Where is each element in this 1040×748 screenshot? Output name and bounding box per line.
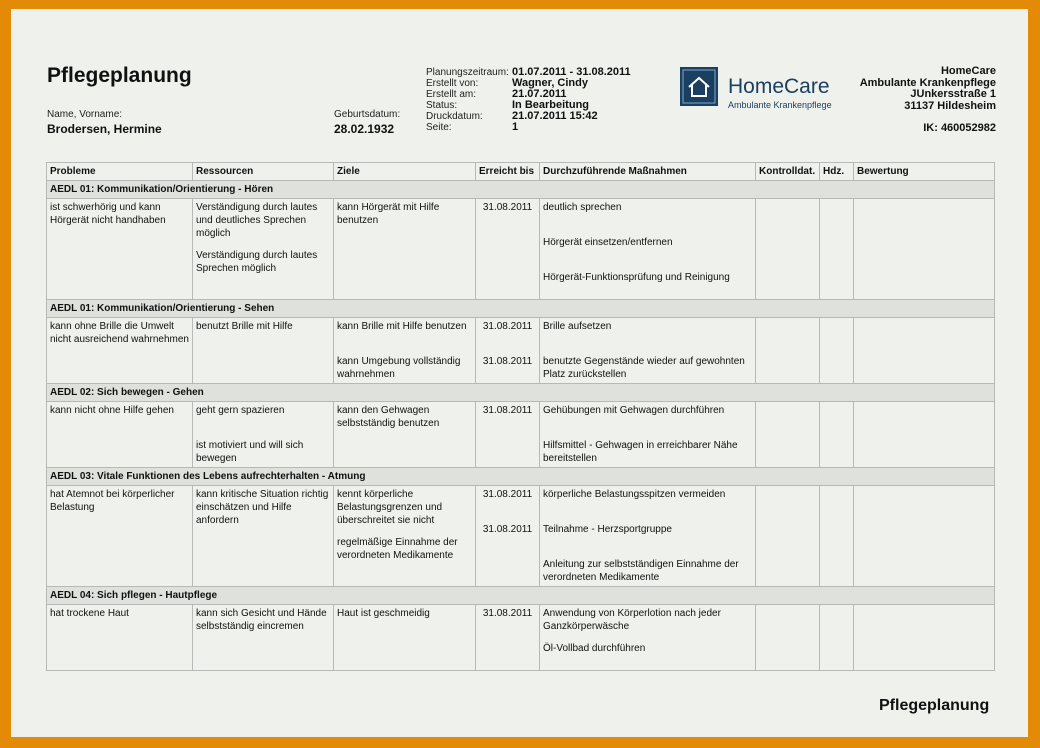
cell-entry: kennt körperliche Belastungsgrenzen und überschreitet sie nicht bbox=[337, 489, 443, 526]
cell-entry: Anwendung von Körperlotion nach jeder Ganzkörperwäsche bbox=[543, 608, 721, 632]
goals-cell bbox=[334, 486, 476, 587]
dob-label: Geburtsdatum: bbox=[334, 109, 401, 120]
date-cell bbox=[476, 318, 540, 384]
resources-cell bbox=[193, 486, 334, 587]
meta-key: Druckdatum: bbox=[426, 111, 483, 122]
house-icon bbox=[680, 67, 718, 106]
cell-entry: 31.08.2011 bbox=[482, 202, 533, 213]
page-title: Pflegeplanung bbox=[47, 64, 192, 87]
resources-cell bbox=[193, 605, 334, 671]
evaluation-cell bbox=[854, 318, 995, 384]
table-row bbox=[47, 199, 995, 300]
evaluation-cell bbox=[854, 199, 995, 300]
meta-key: Erstellt von: bbox=[426, 78, 479, 89]
date-cell bbox=[476, 402, 540, 468]
meta-value: Wagner, Cindy bbox=[512, 77, 588, 89]
column-header: Bewertung bbox=[854, 163, 995, 181]
measures-cell bbox=[540, 199, 756, 300]
patient-dob: 28.02.1932 bbox=[334, 122, 395, 136]
control-date-cell bbox=[756, 318, 820, 384]
cell-entry: kann nicht ohne Hilfe gehen bbox=[50, 405, 174, 416]
column-header: Probleme bbox=[47, 163, 193, 181]
cell-entry: regelmäßige Einnahme der verordneten Medikamente bbox=[337, 537, 458, 561]
cell-entry: kann Brille mit Hilfe benutzen bbox=[337, 321, 467, 332]
signature-cell bbox=[820, 199, 854, 300]
column-header: Kontrolldat. bbox=[756, 163, 820, 181]
cell-entry: Gehübungen mit Gehwagen durchführen bbox=[543, 405, 725, 416]
logo-subtitle: Ambulante Krankenpflege bbox=[728, 100, 832, 110]
ik-number: IK: 460052982 bbox=[923, 122, 996, 134]
measures-cell bbox=[540, 605, 756, 671]
cell-entry: Hilfsmittel - Gehwagen in erreichbarer Nähe bereitstellen bbox=[543, 440, 738, 464]
cell-entry: hat Atemnot bei körperlicher Belastung bbox=[50, 489, 175, 513]
cell-entry: kann den Gehwagen selbstständig benutzen bbox=[337, 405, 440, 429]
cell-entry: Brille aufsetzen bbox=[543, 321, 612, 332]
goals-cell bbox=[334, 318, 476, 384]
cell-entry: Haut ist geschmeidig bbox=[337, 608, 430, 619]
date-cell bbox=[476, 199, 540, 300]
footer-title: Pflegeplanung bbox=[879, 697, 990, 714]
signature-cell bbox=[820, 318, 854, 384]
cell-entry: Hörgerät einsetzen/entfernen bbox=[543, 237, 673, 248]
evaluation-cell bbox=[854, 486, 995, 587]
column-header: Erreicht bis bbox=[476, 163, 540, 181]
patient-name: Brodersen, Hermine bbox=[47, 122, 162, 136]
cell-entry: kann Umgebung vollständig wahrnehmen bbox=[337, 356, 461, 380]
problem-cell bbox=[47, 318, 193, 384]
address-line: HomeCare bbox=[940, 65, 996, 77]
table-row bbox=[47, 486, 995, 587]
cell-entry: 31.08.2011 bbox=[482, 356, 533, 367]
problem-cell bbox=[47, 402, 193, 468]
address-line: JUnkersstraße 1 bbox=[910, 88, 996, 100]
meta-key: Erstellt am: bbox=[426, 89, 477, 100]
table-row bbox=[47, 605, 995, 671]
cell-entry: ist schwerhörig und kann Hörgerät nicht handhaben bbox=[50, 202, 166, 226]
cell-entry: 31.08.2011 bbox=[482, 489, 533, 500]
measures-cell bbox=[540, 486, 756, 587]
resources-cell bbox=[193, 199, 334, 300]
problem-cell bbox=[47, 486, 193, 587]
cell-entry: Verständigung durch lautes und deutliches Sprechen möglich bbox=[196, 202, 318, 239]
meta-row bbox=[426, 122, 631, 133]
cell-entry: körperliche Belastungsspitzen vermeiden bbox=[543, 489, 726, 500]
signature-cell bbox=[820, 605, 854, 671]
column-header: Hdz. bbox=[820, 163, 854, 181]
column-header: Durchzuführende Maßnahmen bbox=[540, 163, 756, 181]
cell-entry: deutlich sprechen bbox=[543, 202, 622, 213]
goals-cell bbox=[334, 402, 476, 468]
resources-cell bbox=[193, 402, 334, 468]
cell-entry: kann Hörgerät mit Hilfe benutzen bbox=[337, 202, 440, 226]
address-line: Ambulante Krankenpflege bbox=[859, 76, 996, 89]
meta-value: 21.07.2011 bbox=[512, 88, 567, 100]
care-plan-table bbox=[46, 162, 995, 671]
meta-row bbox=[426, 111, 631, 122]
cell-entry: kann ohne Brille die Umwelt nicht ausreichend wahrnehmen bbox=[50, 321, 189, 345]
problem-cell bbox=[47, 199, 193, 300]
control-date-cell bbox=[756, 199, 820, 300]
cell-entry: geht gern spazieren bbox=[196, 405, 285, 416]
section-title: AEDL 02: Sich bewegen - Gehen bbox=[47, 384, 995, 402]
cell-entry: Öl-Vollbad durchführen bbox=[543, 643, 646, 654]
goals-cell bbox=[334, 605, 476, 671]
date-cell bbox=[476, 486, 540, 587]
section-header-row bbox=[47, 181, 995, 199]
control-date-cell bbox=[756, 605, 820, 671]
measures-cell bbox=[540, 318, 756, 384]
section-title: AEDL 04: Sich pflegen - Hautpflege bbox=[47, 587, 995, 605]
cell-entry: hat trockene Haut bbox=[50, 608, 129, 619]
table-row bbox=[47, 318, 995, 384]
evaluation-cell bbox=[854, 605, 995, 671]
signature-cell bbox=[820, 402, 854, 468]
section-title: AEDL 01: Kommunikation/Orientierung - Hören bbox=[47, 181, 995, 199]
problem-cell bbox=[47, 605, 193, 671]
section-title: AEDL 03: Vitale Funktionen des Lebens aufrechterhalten - Atmung bbox=[47, 468, 995, 486]
evaluation-cell bbox=[854, 402, 995, 468]
cell-entry: 31.08.2011 bbox=[482, 608, 533, 619]
cell-entry: benutzt Brille mit Hilfe bbox=[196, 321, 293, 332]
section-header-row bbox=[47, 384, 995, 402]
name-label: Name, Vorname: bbox=[47, 109, 123, 120]
date-cell bbox=[476, 605, 540, 671]
meta-value: 1 bbox=[512, 121, 519, 133]
cell-entry: ist motiviert und will sich bewegen bbox=[196, 440, 304, 464]
cell-entry: kann sich Gesicht und Hände selbstständig eincremen bbox=[196, 608, 327, 632]
planning-meta bbox=[426, 67, 631, 133]
resources-cell bbox=[193, 318, 334, 384]
cell-entry: Anleitung zur selbstständigen Einnahme der verordneten Medikamente bbox=[543, 559, 739, 583]
company-address bbox=[860, 66, 996, 112]
cell-entry: Hörgerät-Funktionsprüfung und Reinigung bbox=[543, 272, 730, 283]
section-title: AEDL 01: Kommunikation/Orientierung - Sehen bbox=[47, 300, 995, 318]
meta-key: Status: bbox=[426, 100, 458, 111]
cell-entry: 31.08.2011 bbox=[482, 321, 533, 332]
column-header: Ziele bbox=[334, 163, 476, 181]
control-date-cell bbox=[756, 486, 820, 587]
measures-cell bbox=[540, 402, 756, 468]
address-line: 31137 Hildesheim bbox=[904, 99, 996, 112]
meta-key: Seite: bbox=[426, 122, 452, 133]
section-header-row bbox=[47, 300, 995, 318]
section-header-row bbox=[47, 587, 995, 605]
table-row bbox=[47, 402, 995, 468]
goals-cell bbox=[334, 199, 476, 300]
column-header: Ressourcen bbox=[193, 163, 334, 181]
cell-entry: 31.08.2011 bbox=[482, 405, 533, 416]
cell-entry: Verständigung durch lautes Sprechen möglich bbox=[196, 250, 318, 274]
meta-key: Planungszeitraum: bbox=[426, 67, 509, 78]
control-date-cell bbox=[756, 402, 820, 468]
meta-value: 01.07.2011 - 31.08.2011 bbox=[512, 66, 631, 78]
section-header-row bbox=[47, 468, 995, 486]
cell-entry: Teilnahme - Herzsportgruppe bbox=[543, 524, 672, 535]
cell-entry: 31.08.2011 bbox=[482, 524, 533, 535]
signature-cell bbox=[820, 486, 854, 587]
cell-entry: kann kritische Situation richtig einschätzen und Hilfe anfordern bbox=[196, 489, 329, 526]
logo-name: HomeCare bbox=[728, 75, 830, 98]
document-page bbox=[11, 9, 1028, 737]
meta-value: In Bearbeitung bbox=[512, 99, 590, 111]
cell-entry: benutzte Gegenstände wieder auf gewohnten Platz zurückstellen bbox=[543, 356, 745, 380]
meta-value: 21.07.2011 15:42 bbox=[512, 110, 598, 122]
